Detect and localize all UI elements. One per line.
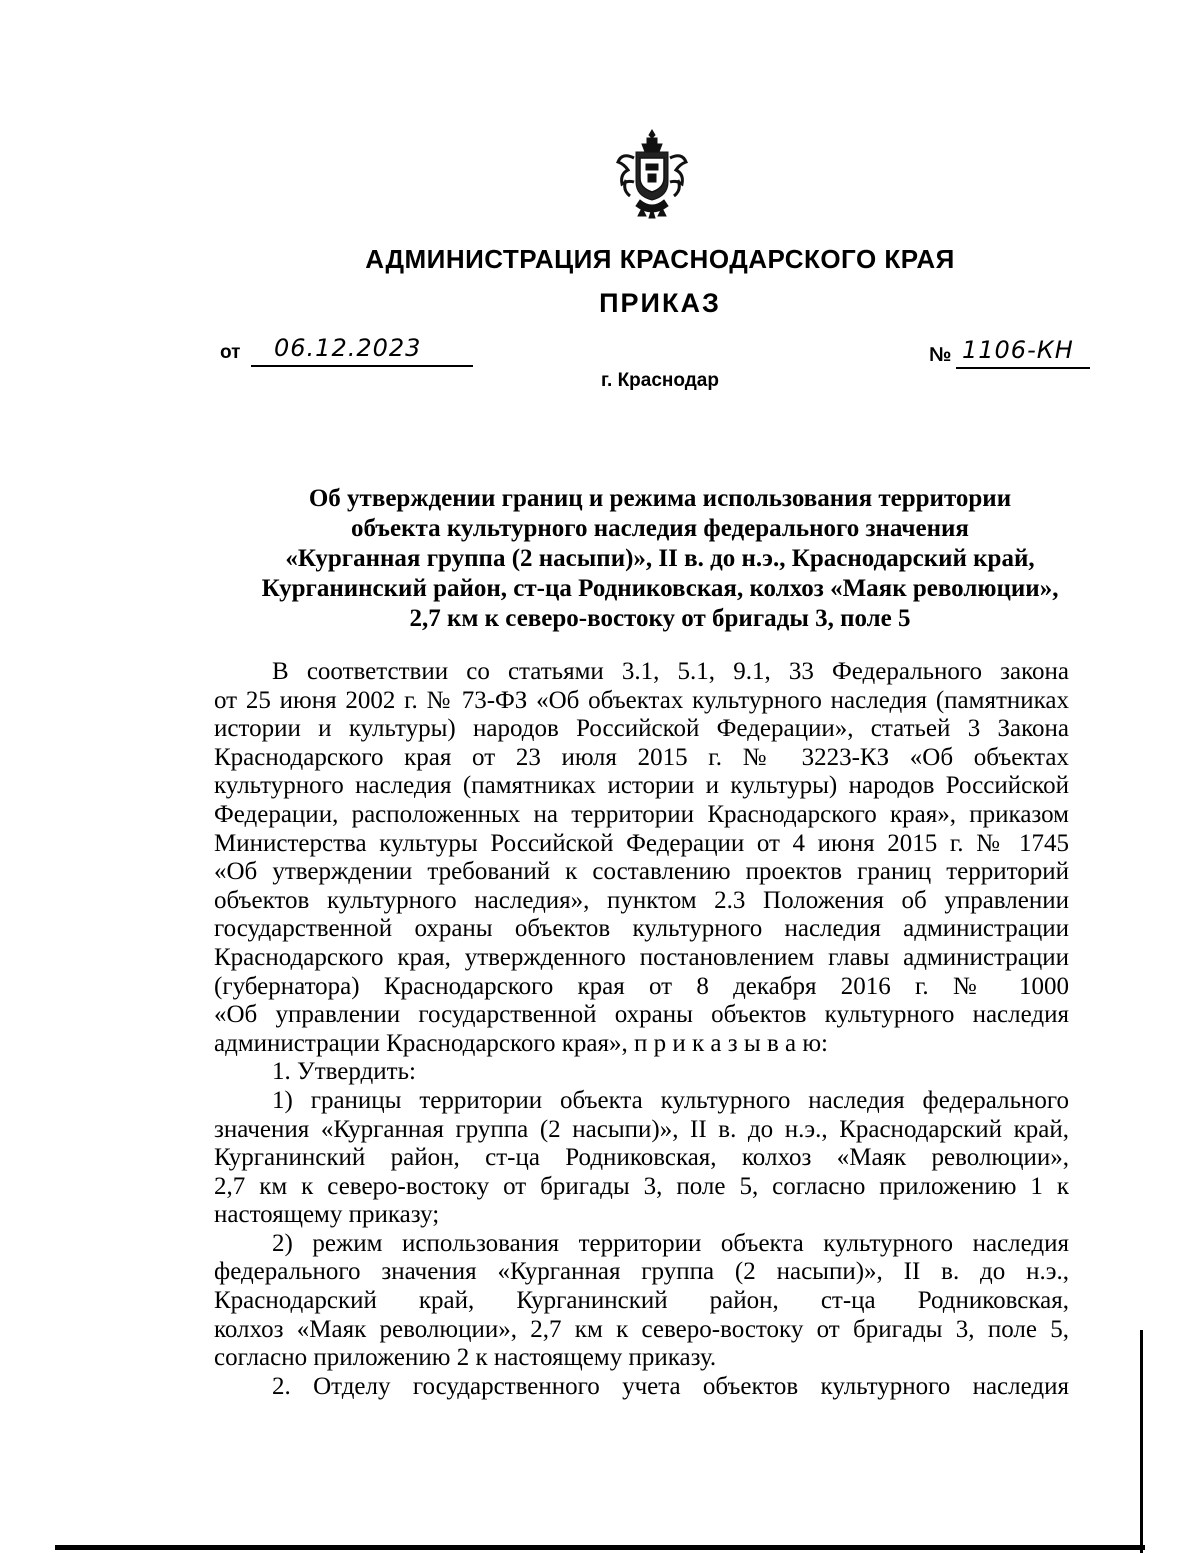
body-line: 2. Отделу государственного учета объектов культурного наследия: [272, 1372, 1069, 1400]
city-label: г. Краснодар: [601, 370, 719, 391]
body-line: Министерства культуры Российской Федерации от 4 июня 2015 г. № 1745: [214, 829, 1069, 857]
body-line: Федерации, расположенных на территории Краснодарского края», приказом: [214, 800, 1069, 828]
date-underline: [251, 365, 473, 367]
number-label: №: [929, 344, 952, 366]
title-line: Курганинский район, ст-ца Родниковская, колхоз «Маяк революции»,: [261, 575, 1059, 602]
body-line: администрации Краснодарского края», п р и к а з ы в а ю:: [214, 1029, 828, 1057]
body-line: Краснодарский край, Курганинский район, ст-ца Родниковская,: [214, 1287, 1069, 1315]
body-line: Краснодарского края от 23 июля 2015 г. № 3223-КЗ «Об объектах: [214, 743, 1069, 771]
scan-edge-right: [1140, 1330, 1143, 1553]
organization-name: АДМИНИСТРАЦИЯ КРАСНОДАРСКОГО КРАЯ: [365, 244, 955, 274]
body-line: 1) границы территории объекта культурного наследия федерального: [272, 1086, 1069, 1114]
body-line: согласно приложению 2 к настоящему приказу.: [214, 1344, 717, 1372]
body-line: федерального значения «Курганная группа (2 насыпи)», II в. до н.э.,: [214, 1258, 1069, 1286]
title-line: объекта культурного наследия федерального значения: [351, 515, 969, 542]
krasnodar-coat-of-arms-icon: [612, 128, 692, 220]
document-title: [200, 484, 1120, 634]
body-line: значения «Курганная группа (2 насыпи)», II в. до н.э., Краснодарский край,: [214, 1115, 1069, 1143]
body-line: В соответствии со статьями 3.1, 5.1, 9.1, 33 Федерального закона: [272, 658, 1069, 685]
date-label: от: [220, 342, 241, 363]
body-line: (губернатора) Краснодарского края от 8 декабря 2016 г. № 1000: [214, 972, 1069, 1000]
body-line: «Об управлении государственной охраны объектов культурного наследия: [214, 1001, 1069, 1029]
document-type: ПРИКАЗ: [599, 288, 721, 318]
date-value-handwritten: 06.12.2023: [274, 334, 422, 362]
scan-edge-bottom: [55, 1545, 1145, 1550]
body-line: 2,7 км к северо-востоку от бригады 3, поле 5, согласно приложению 1 к: [214, 1172, 1069, 1200]
number-value-handwritten: 1106-КН: [962, 336, 1074, 364]
body-line: настоящему приказу;: [214, 1201, 440, 1229]
body-line: от 25 июня 2002 г. № 73-ФЗ «Об объектах культурного наследия (памятниках: [214, 686, 1069, 714]
title-line: Об утверждении границ и режима использования территории: [308, 485, 1012, 512]
body-line: культурного наследия (памятниках истории и культуры) народов Российской: [214, 772, 1069, 800]
body-line: истории и культуры) народов Российской Федерации», статьей 3 Закона: [214, 715, 1069, 743]
body-line: государственной охраны объектов культурного наследия администрации: [214, 915, 1069, 943]
title-line: «Курганная группа (2 насыпи)», II в. до н.э., Краснодарский край,: [285, 545, 1035, 572]
body-line: 2) режим использования территории объекта культурного наследия: [272, 1229, 1069, 1257]
number-underline: [956, 367, 1090, 369]
body-line: Краснодарского края, утвержденного постановлением главы администрации: [214, 943, 1069, 971]
document-body: [214, 658, 1069, 1401]
body-line: объектов культурного наследия», пунктом 2.3 Положения об управлении: [214, 886, 1069, 914]
body-line: колхоз «Маяк революции», 2,7 км к северо-востоку от бригады 3, поле 5,: [214, 1315, 1069, 1343]
body-line: 1. Утвердить:: [272, 1058, 416, 1086]
body-line: Курганинский район, ст-ца Родниковская, колхоз «Маяк революции»,: [214, 1144, 1069, 1172]
title-line: 2,7 км к северо-востоку от бригады 3, поле 5: [409, 605, 911, 632]
body-line: «Об утверждении требований к составлению проектов границ территорий: [214, 858, 1069, 886]
